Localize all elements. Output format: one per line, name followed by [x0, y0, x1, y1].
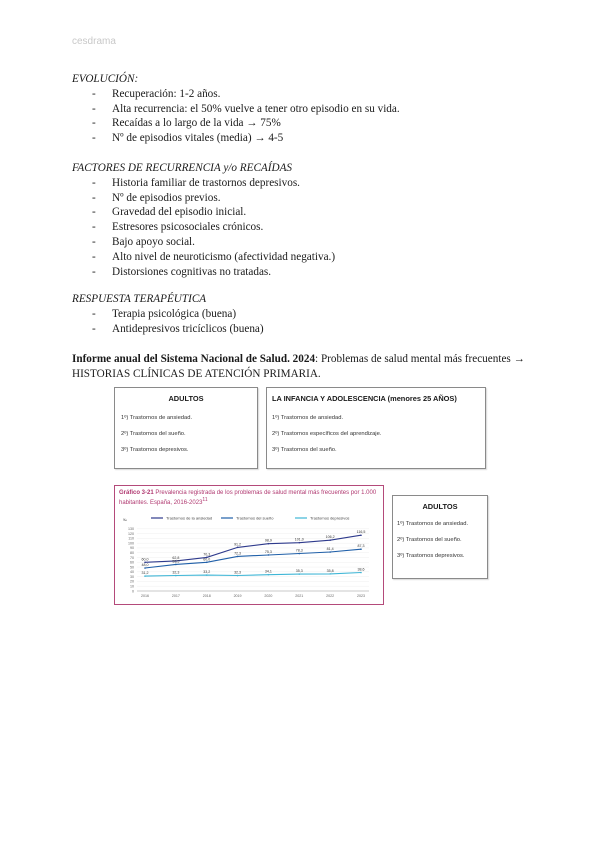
list-item: - Gravedad del episodio inicial.	[72, 205, 335, 220]
chart-data-label: 35,3	[295, 569, 303, 574]
heading-respuesta: RESPUESTA TERAPÉUTICA	[72, 293, 207, 305]
chart-data-label: 75,3	[264, 549, 272, 554]
watermark: cesdrama	[72, 36, 116, 47]
list-item: - Distorsiones cognitivas no tratadas.	[72, 265, 335, 280]
chart-data-label: 87,3	[357, 544, 365, 549]
box-infancia	[266, 387, 486, 469]
chart-xtick-label: 2023	[357, 594, 365, 598]
chart-point	[175, 564, 177, 566]
heading-evolucion: EVOLUCIÓN:	[72, 73, 139, 85]
chart-data-label: 72,3	[234, 551, 242, 556]
chart-legend-label: Trastornos de la ansiedad	[166, 515, 213, 521]
section-factores	[72, 161, 335, 279]
chart-data-label: 98,9	[264, 538, 272, 543]
chart-xtick-label: 2019	[233, 594, 242, 598]
chart-data-label: 31,2	[141, 571, 149, 576]
box-adultos-2	[392, 495, 488, 579]
chart-point	[298, 573, 300, 575]
chart-data-label: 32,3	[234, 570, 242, 575]
chart-ylabel: ‰	[123, 517, 127, 522]
box-adultos-2-item: 3º) Trastornos depresivos.	[397, 553, 465, 559]
chart-ytick-label: 40	[130, 570, 134, 575]
list-item: - Alto nivel de neuroticismo (afectividad negativa.)	[72, 250, 335, 265]
chart-ytick-label: 100	[128, 541, 134, 546]
chart-data-label: 38,6	[357, 567, 365, 572]
list-item: - Nº de episodios previos.	[72, 191, 335, 206]
informe-title: Informe anual del Sistema Nacional de Salud. 2024	[72, 353, 316, 365]
box-adultos-item: 1º) Trastornos de ansiedad.	[121, 415, 193, 421]
list-evolucion	[72, 87, 400, 146]
box-adultos-item: 2º) Trastornos del sueño.	[121, 431, 186, 437]
chart-xtick-label: 2018	[202, 594, 211, 598]
chart-svg	[115, 486, 383, 604]
box-adultos-title: ADULTOS	[168, 394, 204, 403]
chart-point	[206, 561, 208, 563]
heading-factores: FACTORES DE RECURRENCIA y/o RECAÍDAS	[72, 162, 293, 174]
list-respuesta	[72, 307, 264, 337]
chart-point	[268, 574, 270, 576]
chart-point	[268, 554, 270, 556]
chart-data-label: 101,0	[294, 537, 304, 542]
list-item: - Nº de episodios vitales (media) → 4-5	[72, 131, 400, 146]
chart-title: Gráfico 3-21 Prevalencia registrada de los problemas de salud mental más frecuentes por 1.000 habitantes. España, 2016-2023$^{11}$	[119, 490, 377, 506]
box-adultos-2-item: 2º) Trastornos del sueño.	[397, 537, 462, 543]
list-item: - Antidepresivos tricíclicos (buena)	[72, 322, 264, 337]
chart-data-label: 60,0	[203, 557, 211, 562]
list-item: - Alta recurrencia: el 50% vuelve a tener otro episodio en su vida.	[72, 102, 400, 117]
chart-point	[268, 543, 270, 545]
chart-data-label: 34,1	[264, 569, 272, 574]
chart-point	[237, 547, 239, 549]
section-respuesta	[72, 292, 264, 336]
chart-data-label: 35,8	[326, 568, 334, 573]
chart-point	[237, 556, 239, 558]
list-item: - Terapia psicológica (buena)	[72, 307, 264, 322]
box-infancia-item: 3º) Trastornos del sueño.	[272, 447, 337, 453]
chart-point	[298, 542, 300, 544]
chart-data-label: 32,3	[172, 570, 180, 575]
chart-ytick-label: 20	[130, 579, 134, 584]
chart-xtick-label: 2017	[171, 594, 180, 598]
chart-data-label: 106,2	[325, 535, 335, 540]
chart-ytick-label: 50	[130, 565, 134, 570]
chart-point	[360, 548, 362, 550]
chart-point	[237, 575, 239, 577]
chart-point	[206, 574, 208, 576]
list-item: - Bajo apoyo social.	[72, 235, 335, 250]
chart-point	[329, 573, 331, 575]
chart-data-label: 81,4	[326, 547, 334, 552]
chart-xtick-label: 2022	[326, 594, 335, 598]
chart-data-label: 33,2	[203, 570, 211, 575]
chart-ytick-label: 60	[130, 560, 134, 565]
chart-point	[360, 534, 362, 536]
chart-point	[144, 575, 146, 577]
chart-point	[329, 551, 331, 553]
chart-point	[175, 575, 177, 577]
chart-ytick-label: 80	[130, 551, 134, 556]
box-adultos-item: 3º) Trastornos depresivos.	[121, 447, 189, 453]
chart-legend-label: Trastornos depresivos	[310, 515, 350, 521]
box-infancia-title: LA INFANCIA Y ADOLESCENCIA (menores 25 AÑOS)	[272, 394, 457, 403]
informe-paragraph	[72, 352, 542, 382]
chart-ytick-label: 120	[128, 531, 134, 536]
chart-legend-label: Trastornos del sueño	[236, 515, 274, 521]
chart-data-label: 78,3	[295, 548, 303, 553]
list-factores	[72, 176, 335, 280]
box-infancia-item: 1º) Trastornos de ansiedad.	[272, 415, 344, 421]
chart-ytick-label: 110	[128, 536, 134, 541]
chart-prevalencia	[114, 485, 384, 605]
box-adultos-2-title: ADULTOS	[422, 502, 458, 511]
list-item: - Recuperación: 1-2 años.	[72, 87, 400, 102]
box-infancia-item: 2º) Trastornos específicos del aprendizaje.	[272, 431, 382, 437]
chart-data-label: 62,8	[172, 555, 180, 560]
section-evolucion	[72, 72, 400, 146]
list-item: - Historia familiar de trastornos depresivos.	[72, 176, 335, 191]
chart-xtick-label: 2016	[141, 594, 149, 598]
chart-ytick-label: 130	[128, 527, 134, 532]
chart-point	[144, 567, 146, 569]
chart-point	[298, 553, 300, 555]
chart-ytick-label: 70	[130, 555, 134, 560]
chart-ytick-label: 90	[130, 546, 134, 551]
chart-ytick-label: 10	[130, 584, 134, 589]
chart-point	[360, 572, 362, 574]
chart-data-label: 60,0	[141, 557, 149, 562]
chart-ytick-label: 0	[132, 589, 134, 594]
chart-ytick-label: 30	[130, 574, 134, 579]
chart-data-label: 70,3	[203, 552, 211, 557]
box-adultos	[114, 387, 258, 469]
chart-xtick-label: 2020	[264, 594, 273, 598]
chart-data-label: 55,5	[172, 559, 180, 564]
chart-point	[329, 539, 331, 541]
list-item: - Recaídas a lo largo de la vida → 75%	[72, 116, 400, 131]
chart-data-label: 48,0	[141, 563, 149, 568]
informe-text: : Problemas de salud mental más frecuentes → HISTORIAS CLÍNICAS DE ATENCIÓN PRIMARIA.	[72, 353, 525, 380]
box-adultos-2-item: 1º) Trastornos de ansiedad.	[397, 521, 469, 527]
list-item: - Estresores psicosociales crónicos.	[72, 220, 335, 235]
chart-xtick-label: 2021	[295, 594, 304, 598]
chart-data-label: 91,2	[234, 542, 242, 547]
chart-data-label: 116,5	[356, 530, 366, 535]
